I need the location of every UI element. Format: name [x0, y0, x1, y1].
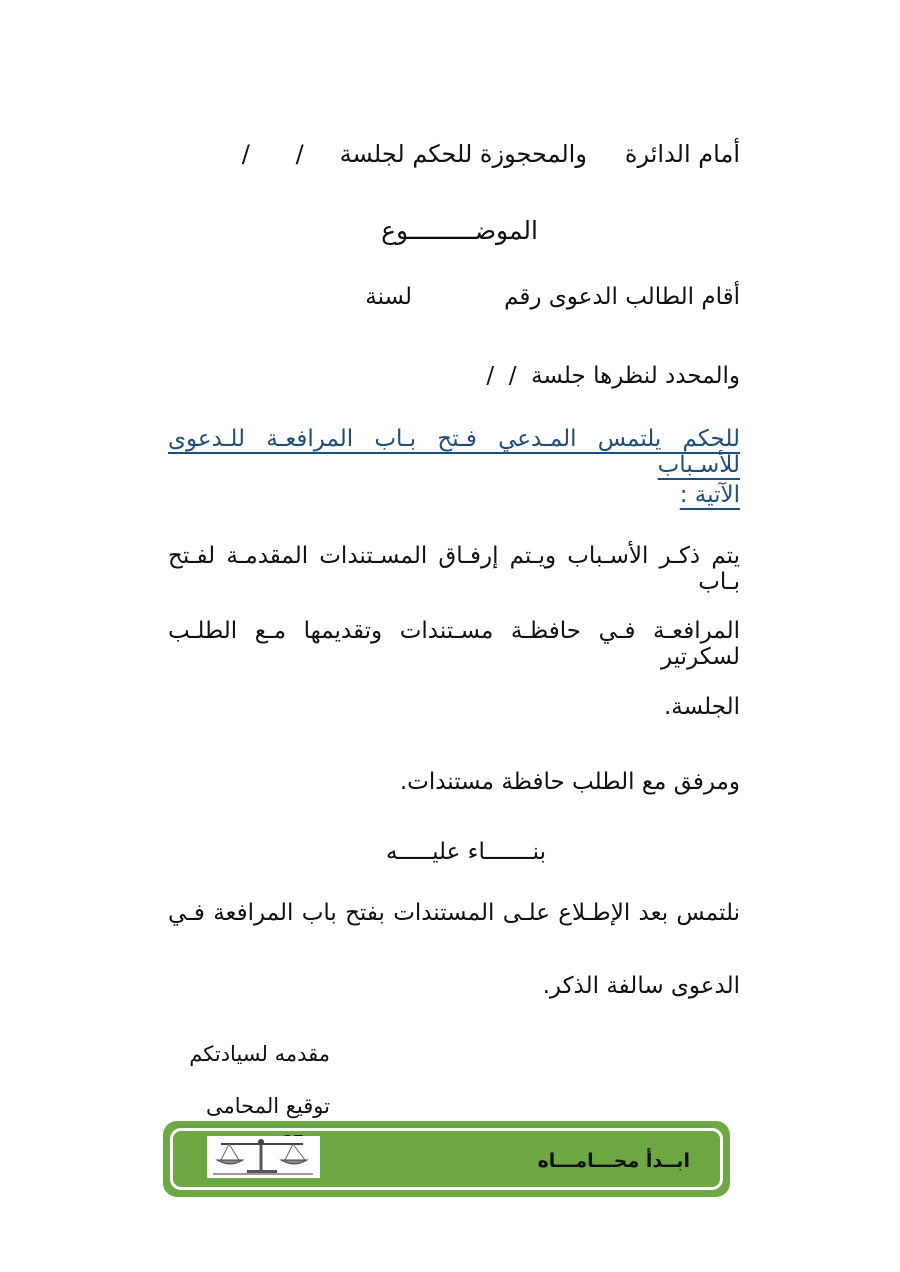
attachment-line: ومرفق مع الطلب حافظة مستندات. [399, 769, 740, 795]
footer-brand: ابــدأ محـــامـــاه [537, 1150, 690, 1172]
body-line-3: الجلسة. [663, 694, 740, 720]
case-line-part1: أقام الطالب الدعوى رقم [504, 284, 740, 310]
request-heading-line-2: الآتية : [679, 482, 740, 508]
plea-line-2: الدعوى سالفة الذكر. [542, 973, 740, 999]
presented-to: مقدمه لسيادتكم [189, 1042, 330, 1066]
court-date-slashes: / / [241, 140, 304, 168]
court-line [242, 140, 740, 168]
scales-of-justice-icon [207, 1136, 320, 1178]
plea-line-1: نلتمس بعد الإطـلاع علـى المستندات بفتح باب المرافعة فـي [168, 900, 740, 926]
request-heading-line-1: للحكم يلتمس المـدعي فـتح بـاب المرافعـة للـدعوى للأسـباب [168, 426, 740, 478]
body-line-2: المرافعـة فـي حافظـة مسـتندات وتقديمها مـع الطلـب لسكرتير [168, 618, 740, 670]
lawyer-signature: توقيع المحامى [205, 1094, 330, 1118]
based-on-heading: بنـــــــاء عليـــــه [386, 839, 546, 865]
court-line-part2: والمحجوزة للحكم لجلسة [339, 140, 587, 168]
case-line-part2: لسنة [365, 284, 413, 310]
body-line-1: يتم ذكـر الأسـباب ويـتم إرفـاق المسـتندات المقدمـة لفـتح بـاب [168, 543, 740, 595]
court-line-part1: أمام الدائرة [624, 140, 740, 168]
case-line [365, 284, 740, 310]
subject-heading: الموضـــــــــوع [381, 216, 538, 245]
session-line: والمحدد لنظرها جلسة / / [486, 363, 740, 389]
